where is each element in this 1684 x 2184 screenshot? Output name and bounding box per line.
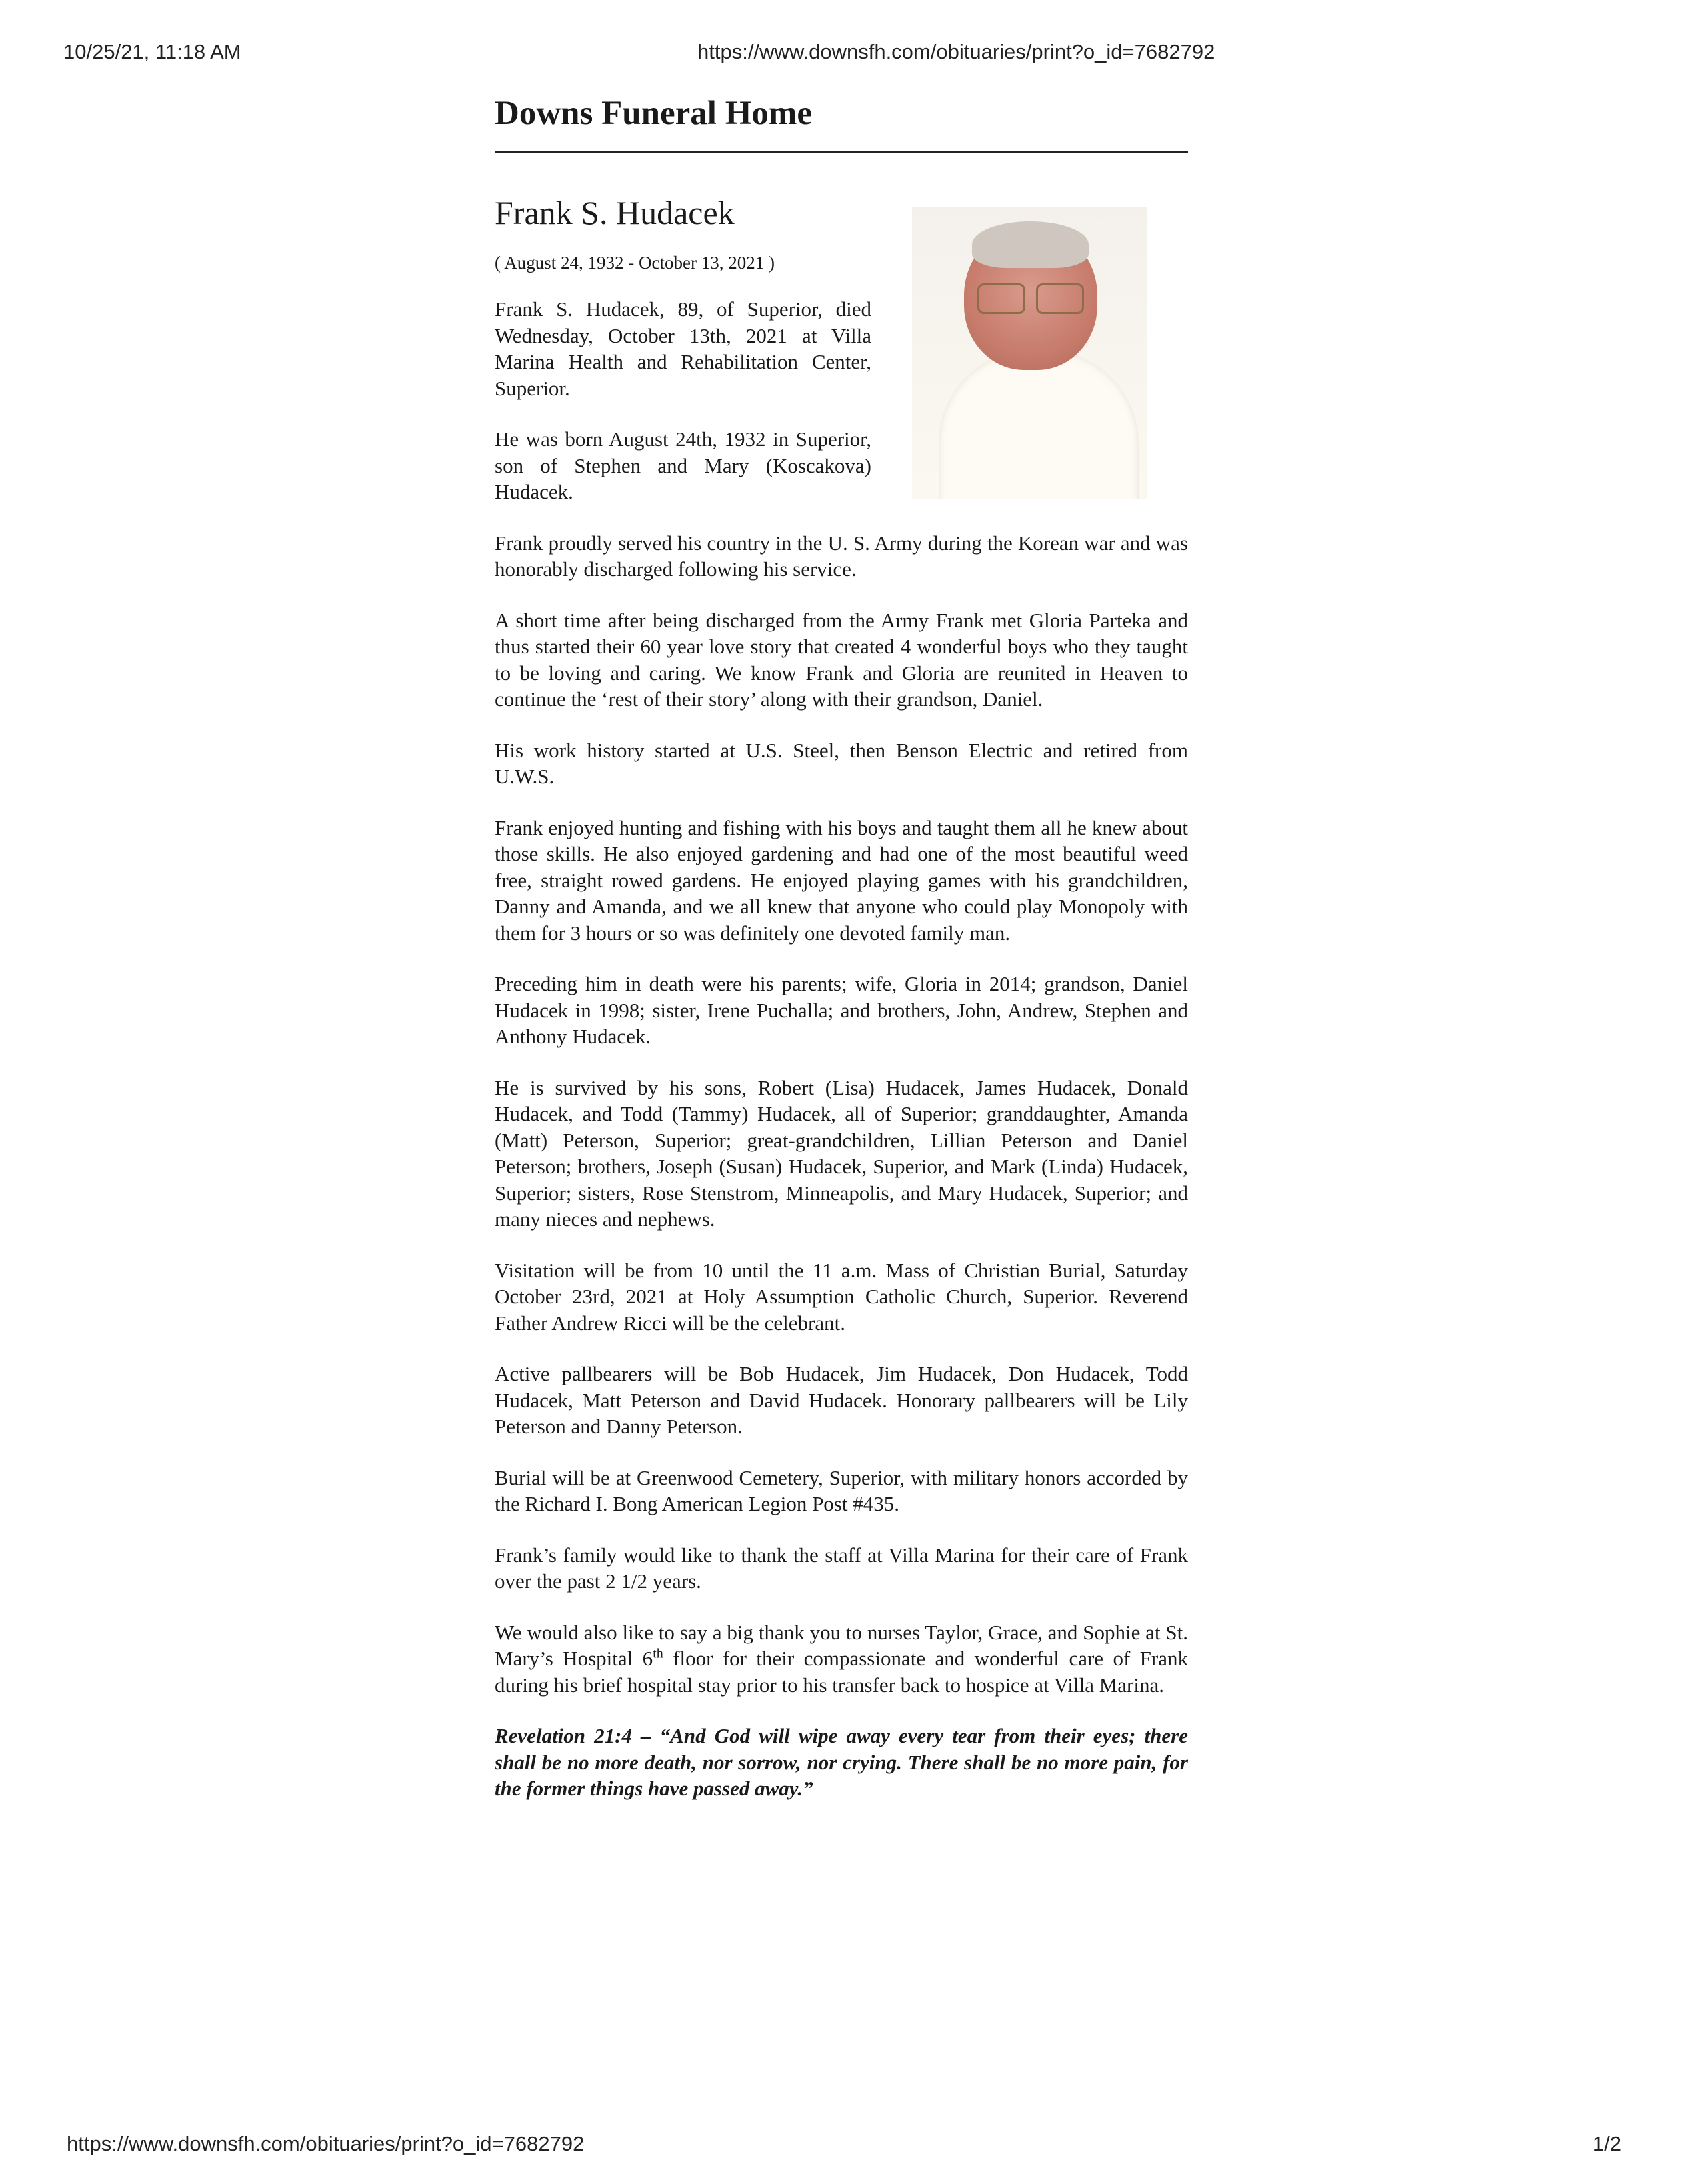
site-title: Downs Funeral Home: [495, 95, 812, 132]
page-number: 1/2: [1592, 2132, 1621, 2155]
paragraph-text: We would also like to say a big thank you to nurses Taylor, Grace, and Sophie at St. Mary’s Hospital 6: [495, 1620, 1188, 1670]
title-divider: [495, 151, 1188, 153]
ordinal-suffix: th: [653, 1646, 663, 1661]
obituary-paragraph: Burial will be at Greenwood Cemetery, Superior, with military honors accorded by the Richard I. Bong American Legion Post #435.: [495, 1465, 1188, 1515]
obituary-paragraph: Frank S. Hudacek, 89, of Superior, died Wednesday, October 13th, 2021 at Villa Marina Health and Rehabilitation Center, Superior.: [495, 297, 871, 400]
obituary-paragraph: His work history started at U.S. Steel, then Benson Electric and retired from U.W.S.: [495, 738, 1188, 788]
print-footer-url: https://www.downsfh.com/obituaries/print?o_id=7682792: [67, 2132, 585, 2155]
paragraph-text: floor for their compassionate and wonderful care of Frank during his brief hospital stay prior to his transfer back to hospice at Villa Marina.: [495, 1647, 1188, 1697]
obituary-paragraph: He was born August 24th, 1932 in Superior, son of Stephen and Mary (Koscakova) Hudacek.: [495, 427, 871, 503]
obituary-dates: ( August 24, 1932 - October 13, 2021 ): [495, 253, 775, 273]
obituary-paragraph: Frank proudly served his country in the U. S. Army during the Korean war and was honorably discharged following his service.: [495, 531, 1188, 581]
obituary-paragraph: Preceding him in death were his parents; wife, Gloria in 2014; grandson, Daniel Hudacek in 1998; sister, Irene Puchalla; and brothers, John, Andrew, Stephen and Anthony Hudacek.: [495, 972, 1188, 1048]
print-header-url: https://www.downsfh.com/obituaries/print?o_id=7682792: [697, 40, 1215, 63]
scripture-quote: Revelation 21:4 – “And God will wipe away every tear from their eyes; there shall be no more death, nor sorrow, nor crying. There shall be no more pain, for the former things have passed away.”: [495, 1724, 1188, 1800]
obituary-paragraph: A short time after being discharged from the Army Frank met Gloria Parteka and thus started their 60 year love story that created 4 wonderful boys who they taught to be loving and caring. We know Frank and Gloria are reunited in Heaven to continue the ‘rest of their story’ along with their grandson, Daniel.: [495, 608, 1188, 711]
obituary-paragraph: He is survived by his sons, Robert (Lisa) Hudacek, James Hudacek, Donald Hudacek, and Todd (Tammy) Hudacek, all of Superior; granddaughter, Amanda (Matt) Peterson, Superior; great-grandchildren, Lillian Peterson and Daniel Peterson; brothers, Joseph (Susan) Hudacek, Superior, and Mark (Linda) Hudacek, Superior; sisters, Rose Stenstrom, Minneapolis, and Mary Hudacek, Superior; and many nieces and nephews.: [495, 1075, 1188, 1231]
obituary-paragraph: [495, 1619, 1188, 1699]
obituary-paragraph: Visitation will be from 10 until the 11 a.m. Mass of Christian Burial, Saturday October 23rd, 2021 at Holy Assumption Catholic Church, Superior. Reverend Father Andrew Ricci will be the celebrant.: [495, 1258, 1188, 1335]
obituary-paragraph: Frank’s family would like to thank the staff at Villa Marina for their care of Frank over the past 2 1/2 years.: [495, 1543, 1188, 1593]
obituary-paragraph: Active pallbearers will be Bob Hudacek, Jim Hudacek, Don Hudacek, Todd Hudacek, Matt Peterson and David Hudacek. Honorary pallbearers will be Lily Peterson and Danny Peterson.: [495, 1362, 1188, 1438]
obituary-content: [495, 92, 1188, 1802]
print-timestamp: 10/25/21, 11:18 AM: [63, 40, 241, 63]
obituary-name: Frank S. Hudacek: [495, 194, 735, 231]
obituary-paragraph: Frank enjoyed hunting and fishing with his boys and taught them all he knew about those skills. He also enjoyed gardening and had one of the most beautiful weed free, straight rowed gardens. He enjoyed playing games with his grandchildren, Danny and Amanda, and we all knew that anyone who could play Monopoly with them for 3 hours or so was definitely one devoted family man.: [495, 815, 1188, 945]
